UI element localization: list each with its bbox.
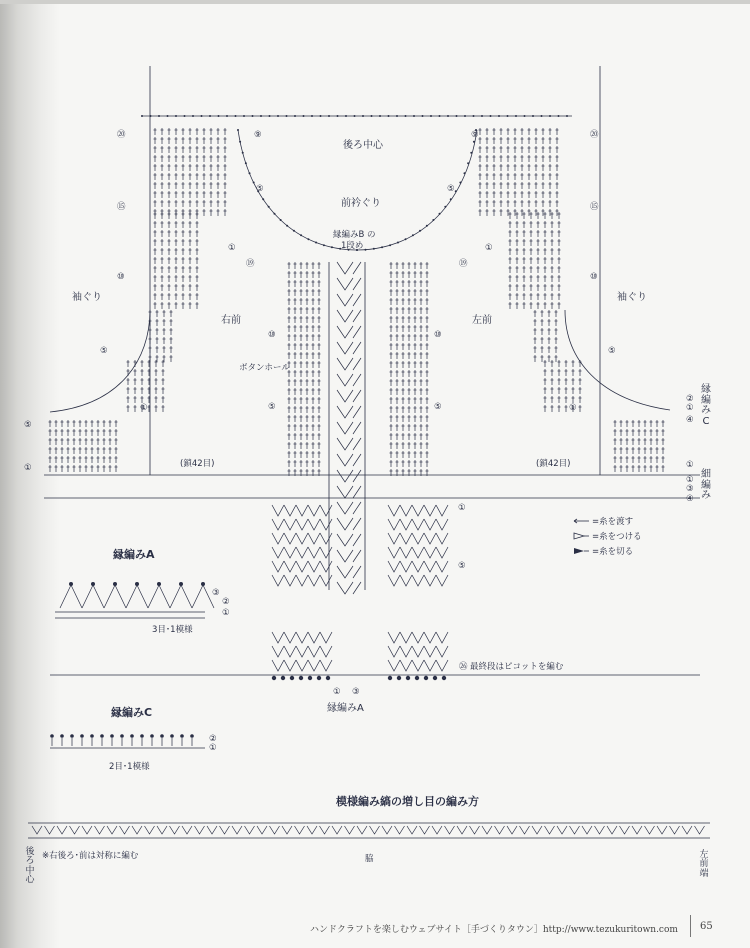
row-marker: ① bbox=[485, 243, 493, 253]
border-c-repeat: 2目･1模様 bbox=[109, 762, 150, 772]
join-yarn-icon bbox=[572, 532, 590, 540]
legend-text: =糸を切る bbox=[592, 547, 634, 557]
pass-yarn-icon bbox=[572, 517, 590, 525]
page-number: 65 bbox=[700, 921, 713, 932]
footer-site: ハンドクラフトを楽しむウェブサイト［手づくりタウン］http://www.tezukuritown.com bbox=[310, 925, 678, 935]
back-center-label: 後ろ中心 bbox=[343, 140, 383, 151]
row-marker: ⑤ bbox=[24, 420, 32, 430]
side-seam-label: 脇 bbox=[365, 854, 374, 864]
back-center-vertical: 後ろ中心 bbox=[25, 847, 35, 886]
border-b-label-2: 1段め bbox=[341, 241, 364, 251]
border-a-repeat: 3目･1模様 bbox=[152, 625, 193, 635]
fine-knit-side-label: 細編み bbox=[701, 469, 711, 501]
armhole-left-label: 袖ぐり bbox=[72, 292, 102, 303]
row-marker: ① bbox=[686, 475, 694, 485]
front-neckline-label: 前衿ぐり bbox=[341, 198, 381, 209]
buttonhole-label: ボタンホール bbox=[239, 363, 290, 373]
cut-yarn-icon bbox=[572, 547, 590, 555]
row-marker: ① bbox=[569, 403, 577, 413]
chain-count-right: (鎖42目) bbox=[536, 459, 571, 469]
row-marker: ③ bbox=[352, 687, 360, 697]
row-marker: ⑨ bbox=[471, 130, 479, 140]
last-row-note: 最終段はピコットを編む bbox=[470, 662, 564, 672]
border-a-bottom-label: 縁編みA bbox=[327, 703, 364, 714]
chain-count-left: (鎖42目) bbox=[180, 459, 215, 469]
row-marker: ① bbox=[228, 243, 236, 253]
border-c-title: 縁編みC bbox=[111, 706, 153, 719]
row-marker: ⑩ bbox=[117, 272, 125, 282]
row-marker: ① bbox=[686, 403, 694, 413]
legend-text: =糸をつける bbox=[592, 532, 642, 542]
row-marker: ⑤ bbox=[434, 402, 442, 412]
row-marker: ⑩ bbox=[434, 330, 442, 340]
row-marker: ① bbox=[686, 460, 694, 470]
row-marker: ② bbox=[686, 394, 694, 404]
border-a-title: 縁編みA bbox=[113, 548, 155, 561]
left-front-label: 左前 bbox=[472, 315, 492, 326]
row-marker: ⑩ bbox=[268, 330, 276, 340]
border-b-label-1: 縁編みB の bbox=[333, 230, 376, 240]
legend-pass-yarn bbox=[572, 515, 633, 527]
row-marker: ① bbox=[140, 403, 148, 413]
row-marker: ② bbox=[222, 597, 230, 607]
row-marker: ⑳ bbox=[117, 130, 126, 140]
row-marker: ① bbox=[333, 687, 341, 697]
symmetry-note: ※右後ろ･前は対称に編む bbox=[42, 851, 139, 861]
legend-join-yarn bbox=[572, 530, 642, 542]
row-marker: ① bbox=[209, 743, 217, 753]
footer-separator bbox=[690, 915, 691, 937]
row-marker: ⑤ bbox=[447, 184, 455, 194]
row-marker: ⑤ bbox=[268, 402, 276, 412]
legend-cut-yarn bbox=[572, 545, 633, 557]
row-marker: ③ bbox=[212, 588, 220, 598]
row-marker: ⑲ bbox=[459, 259, 468, 269]
row-marker: ⑨ bbox=[254, 130, 262, 140]
row-marker: ① bbox=[222, 608, 230, 618]
armhole-right bbox=[565, 310, 670, 410]
row-marker: ⑤ bbox=[100, 346, 108, 356]
row-marker: ⑲ bbox=[246, 259, 255, 269]
increase-title: 模様編み縞の増し目の編み方 bbox=[336, 795, 479, 808]
row-marker: ② bbox=[209, 734, 217, 744]
border-c-side-label: 縁編みC bbox=[701, 384, 711, 427]
row-marker: ⑮ bbox=[590, 202, 599, 212]
row-marker: ⑳ bbox=[590, 130, 599, 140]
row-marker: ⑮ bbox=[117, 202, 126, 212]
row-marker: ㉖ bbox=[459, 662, 468, 672]
right-front-label: 右前 bbox=[221, 315, 241, 326]
row-marker: ③ bbox=[686, 484, 694, 494]
row-marker: ④ bbox=[686, 494, 694, 504]
row-marker: ⑩ bbox=[590, 272, 598, 282]
row-marker: ⑤ bbox=[608, 346, 616, 356]
row-marker: ⑤ bbox=[256, 184, 264, 194]
legend-text: =糸を渡す bbox=[592, 517, 634, 527]
row-marker: ① bbox=[24, 463, 32, 473]
row-marker: ④ bbox=[686, 415, 694, 425]
left-front-edge-label: 左前端 bbox=[699, 850, 709, 879]
row-marker: ① bbox=[458, 503, 466, 513]
row-marker: ⑤ bbox=[458, 561, 466, 571]
armhole-right-label: 袖ぐり bbox=[617, 292, 647, 303]
